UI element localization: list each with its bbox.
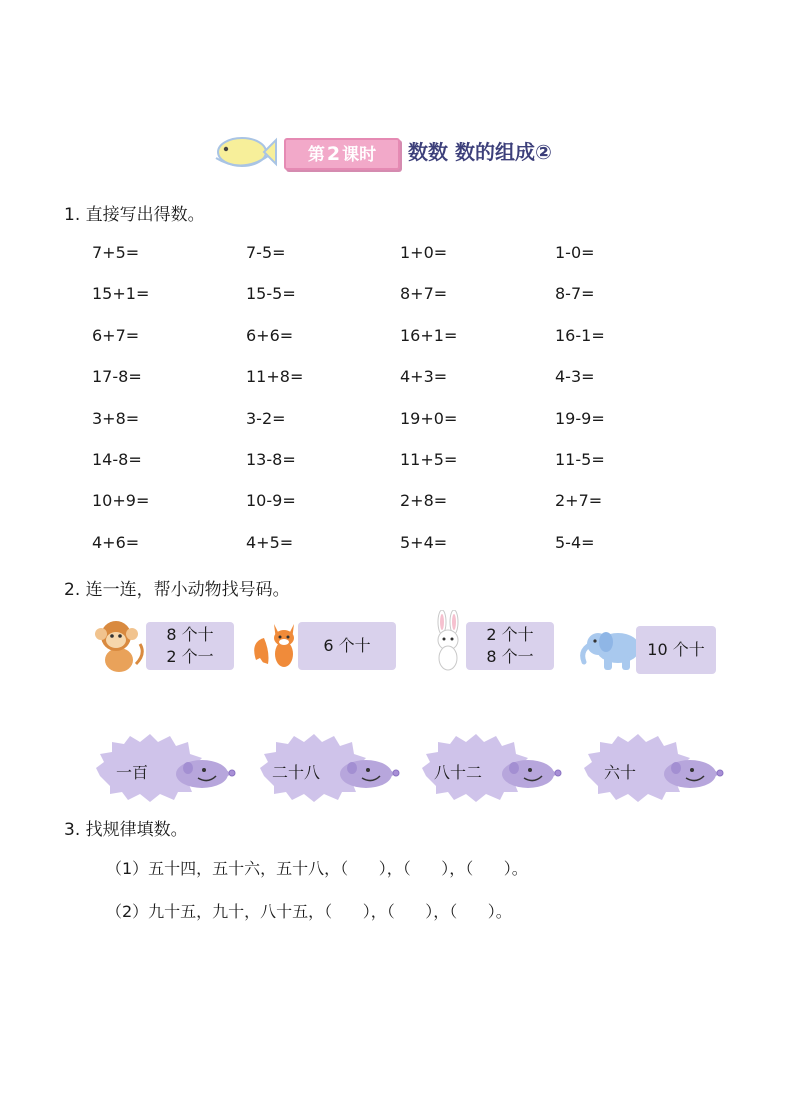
arithmetic-item: 8-7= xyxy=(555,284,595,303)
arithmetic-item: 7-5= xyxy=(246,243,286,262)
hedgehog-label: 八十二 xyxy=(433,763,482,782)
hedgehog-card xyxy=(94,732,244,804)
arithmetic-item: 1-0= xyxy=(555,243,595,262)
arithmetic-item: 2+7= xyxy=(555,491,603,510)
monkey-icon xyxy=(92,614,146,674)
section-2-title: 2. 连一连，帮小动物找号码。 xyxy=(64,580,290,600)
hedgehog-card xyxy=(582,732,732,804)
section-3-title: 3. 找规律填数。 xyxy=(64,820,188,840)
hedgehog-label: 一百 xyxy=(115,763,148,782)
arithmetic-item: 15-5= xyxy=(246,284,296,303)
card-line2: 8 个一 xyxy=(486,647,534,666)
rabbit-icon xyxy=(428,610,468,672)
lesson-header xyxy=(212,128,632,172)
arithmetic-item: 4-3= xyxy=(555,367,595,386)
badge-prefix: 第 xyxy=(307,145,325,165)
pattern-line-1: （1）五十四，五十六，五十八，（ ），（ ），（ ）。 xyxy=(106,859,528,878)
arithmetic-item: 17-8= xyxy=(92,367,142,386)
section-1-title: 1. 直接写出得数。 xyxy=(64,205,205,225)
arithmetic-item: 11-5= xyxy=(555,450,605,469)
pattern-line-2: （2）九十五，九十，八十五，（ ），（ ），（ ）。 xyxy=(106,902,512,921)
elephant-icon xyxy=(578,622,644,672)
arithmetic-item: 16+1= xyxy=(400,326,458,345)
arithmetic-item: 5-4= xyxy=(555,533,595,552)
arithmetic-item: 4+5= xyxy=(246,533,294,552)
badge-number: 2 xyxy=(326,143,341,165)
arithmetic-item: 10+9= xyxy=(92,491,150,510)
card-line2: 2 个一 xyxy=(166,647,214,666)
badge-suffix: 课时 xyxy=(342,145,377,165)
card-line1: 6 个十 xyxy=(323,636,371,655)
arithmetic-item: 6+6= xyxy=(246,326,294,345)
arithmetic-item: 13-8= xyxy=(246,450,296,469)
arithmetic-item: 5+4= xyxy=(400,533,448,552)
arithmetic-item: 10-9= xyxy=(246,491,296,510)
hedgehog-card xyxy=(258,732,408,804)
fish-icon xyxy=(212,128,278,172)
arithmetic-item: 3+8= xyxy=(92,409,140,428)
arithmetic-item: 19-9= xyxy=(555,409,605,428)
animal-card-monkey xyxy=(146,622,234,670)
arithmetic-item: 19+0= xyxy=(400,409,458,428)
page-title: 数数 数的组成② xyxy=(408,140,552,164)
animal-card-elephant xyxy=(636,626,716,674)
arithmetic-item: 14-8= xyxy=(92,450,142,469)
arithmetic-item: 8+7= xyxy=(400,284,448,303)
arithmetic-item: 6+7= xyxy=(92,326,140,345)
arithmetic-item: 11+5= xyxy=(400,450,458,469)
card-line1: 10 个十 xyxy=(647,640,705,659)
animal-card-fox xyxy=(298,622,396,670)
animal-card-rabbit xyxy=(466,622,554,670)
hedgehog-label: 六十 xyxy=(603,763,636,782)
hedgehog-card xyxy=(420,732,570,804)
arithmetic-item: 15+1= xyxy=(92,284,150,303)
arithmetic-item: 11+8= xyxy=(246,367,304,386)
card-line1: 8 个十 xyxy=(166,625,214,644)
arithmetic-item: 16-1= xyxy=(555,326,605,345)
hedgehog-label: 二十八 xyxy=(271,763,320,782)
arithmetic-item: 1+0= xyxy=(400,243,448,262)
arithmetic-item: 2+8= xyxy=(400,491,448,510)
arithmetic-item: 4+3= xyxy=(400,367,448,386)
lesson-badge xyxy=(284,138,400,170)
arithmetic-item: 7+5= xyxy=(92,243,140,262)
arithmetic-item: 4+6= xyxy=(92,533,140,552)
card-line1: 2 个十 xyxy=(486,625,534,644)
arithmetic-item: 3-2= xyxy=(246,409,286,428)
